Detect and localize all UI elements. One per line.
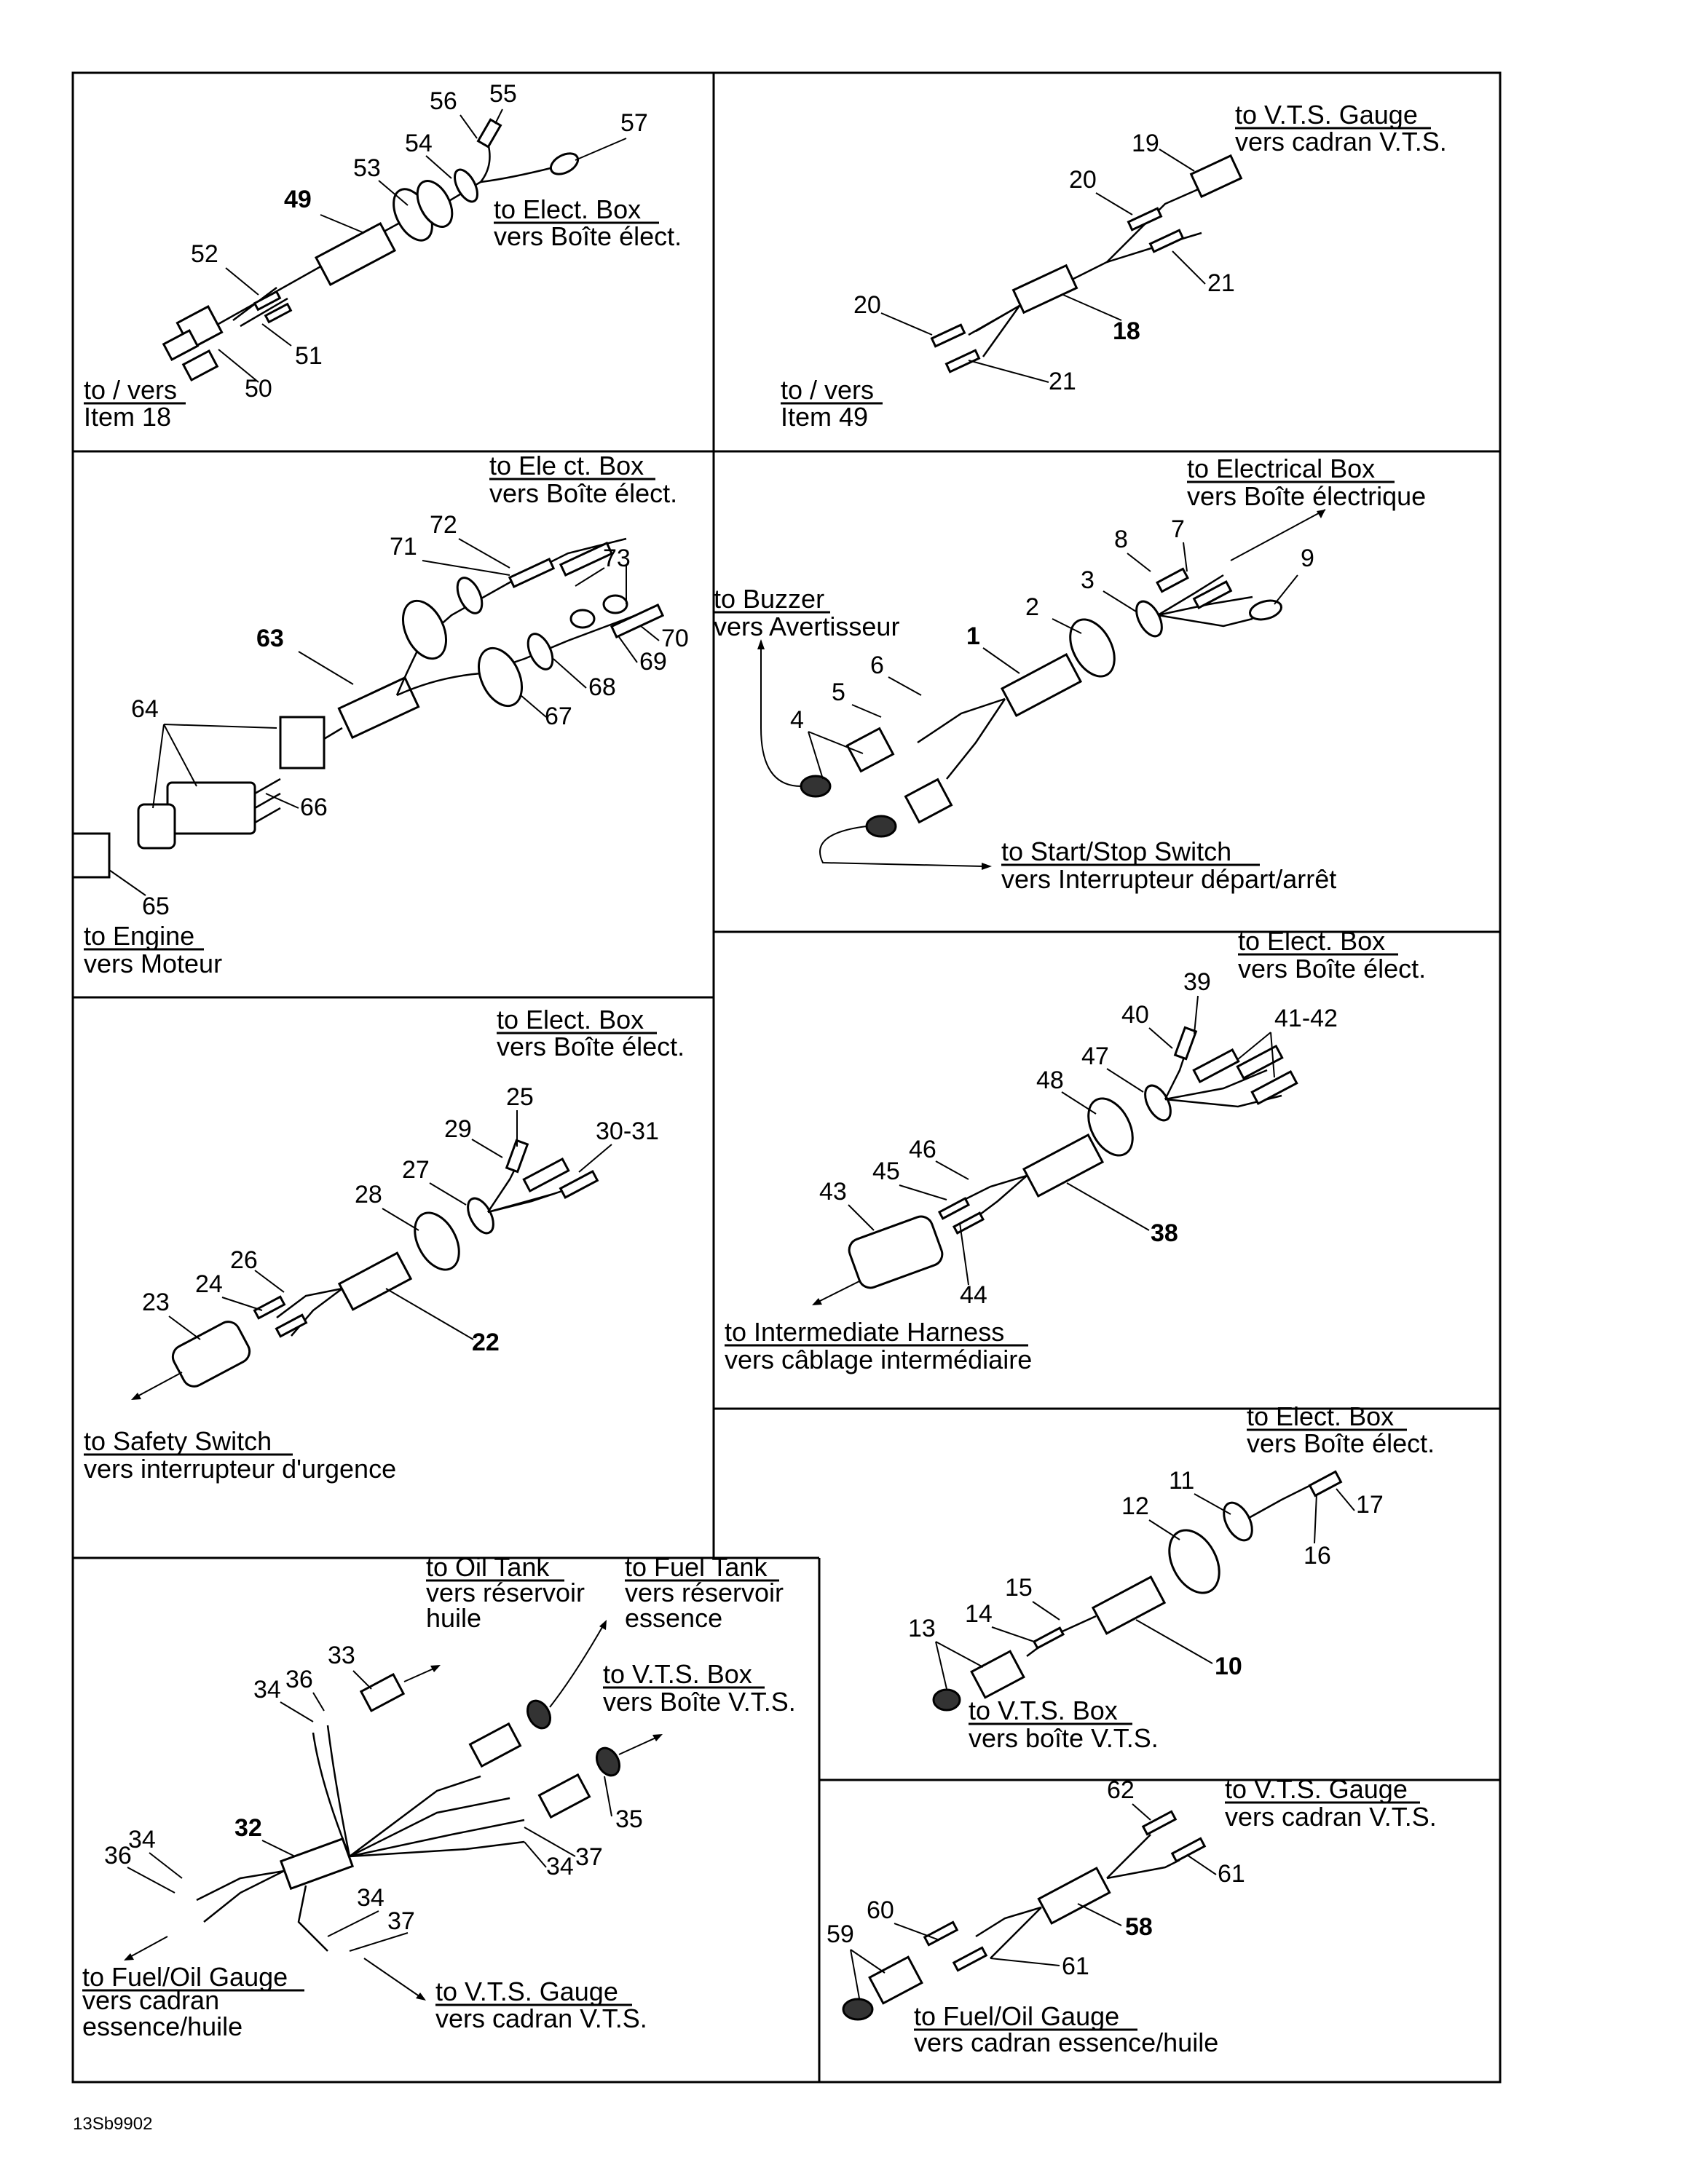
panel-item-63: [73, 451, 689, 978]
panel-item-22: [84, 1005, 685, 1484]
dest-en-18a: to V.T.S. Gauge: [1235, 100, 1418, 130]
dest-en-63b: to Engine: [84, 921, 195, 951]
dest-fr-18a: vers cadran V.T.S.: [1235, 127, 1447, 157]
callout-61: 61: [1218, 1860, 1245, 1888]
callout-21b: 21: [1049, 368, 1076, 395]
panel-item-32: [82, 1552, 796, 2041]
dest-fr-22b: vers interrupteur d'urgence: [84, 1454, 397, 1484]
dest-fr2-32d: essence/huile: [82, 2011, 243, 2041]
dest-en-1b: to Buzzer: [714, 584, 825, 614]
callout-40: 40: [1121, 1001, 1149, 1029]
dest-fr-32a: vers réservoir: [426, 1578, 585, 1607]
callout-5: 5: [832, 678, 845, 706]
dest-en-18b: to / vers: [781, 375, 875, 405]
dest-fr-58a: vers cadran V.T.S.: [1225, 1802, 1437, 1832]
callout-48: 48: [1036, 1067, 1064, 1094]
dest-en-22b: to Safety Switch: [84, 1426, 272, 1456]
panel-item-18: [781, 100, 1447, 432]
callout-66: 66: [300, 794, 328, 821]
callout-27: 27: [402, 1156, 430, 1184]
callout-58: 58: [1125, 1913, 1153, 1941]
panel-item-38: [725, 926, 1426, 1374]
labels-22: [84, 1005, 685, 1484]
callout-49: 49: [284, 186, 312, 213]
callout-47: 47: [1081, 1042, 1109, 1070]
dest-fr-32b: vers réservoir: [625, 1578, 784, 1607]
callout-2: 2: [1025, 593, 1039, 621]
callout-67: 67: [545, 703, 572, 730]
harness-drawing-63: [73, 539, 663, 877]
callout-29: 29: [444, 1115, 472, 1143]
callout-24: 24: [195, 1270, 223, 1298]
callout-18: 18: [1113, 317, 1140, 345]
callout-34c: 34: [128, 1826, 156, 1853]
callout-65: 65: [142, 893, 170, 920]
callout-numbers-18: [853, 130, 1235, 395]
callout-26: 26: [230, 1246, 258, 1274]
callout-4: 4: [790, 706, 804, 734]
harness-drawing-32: [124, 1620, 663, 2001]
callout-28: 28: [355, 1181, 382, 1208]
callout-34d: 34: [357, 1884, 384, 1912]
callout-63: 63: [256, 625, 284, 652]
callout-54: 54: [405, 130, 433, 157]
dest-fr-18b: Item 49: [781, 402, 869, 432]
callout-32: 32: [234, 1814, 262, 1842]
callout-71: 71: [390, 533, 417, 561]
dest-fr-38a: vers Boîte élect.: [1238, 954, 1427, 984]
panel-item-58: [827, 1774, 1437, 2057]
callout-64: 64: [131, 695, 159, 723]
callout-43: 43: [819, 1178, 847, 1206]
panel-item-49: [84, 80, 682, 432]
dest-fr-1b: vers Avertisseur: [714, 612, 900, 641]
dest-fr-49a: vers Boîte élect.: [494, 221, 682, 251]
dest-en-32e: to V.T.S. Gauge: [435, 1977, 618, 2006]
dest-fr-1a: vers Boîte électrique: [1187, 481, 1427, 511]
callout-39: 39: [1183, 968, 1211, 996]
callout-36b: 36: [104, 1842, 132, 1870]
callout-41-42: 41-42: [1274, 1005, 1338, 1032]
dest-en-22a: to Elect. Box: [497, 1005, 644, 1034]
callout-52: 52: [191, 240, 218, 268]
callout-9: 9: [1301, 545, 1314, 572]
dest-en-49a: to Elect. Box: [494, 194, 642, 224]
dest-fr2-32b: essence: [625, 1603, 723, 1633]
dest-fr-10a: vers Boîte élect.: [1247, 1428, 1435, 1458]
callout-25: 25: [506, 1083, 534, 1111]
callout-56: 56: [430, 87, 457, 115]
callout-68: 68: [588, 673, 616, 701]
callout-16: 16: [1304, 1542, 1331, 1570]
callout-17: 17: [1356, 1491, 1384, 1519]
callout-69: 69: [639, 648, 667, 676]
callout-12: 12: [1121, 1492, 1149, 1520]
callout-37b: 37: [387, 1907, 415, 1935]
callout-numbers-22: [142, 1083, 659, 1356]
dest-en-63a: to Ele ct. Box: [489, 451, 644, 480]
callout-35: 35: [615, 1805, 643, 1833]
callout-20: 20: [1069, 166, 1097, 194]
callout-20b: 20: [853, 291, 881, 319]
callout-8: 8: [1114, 526, 1128, 553]
callout-19: 19: [1132, 130, 1159, 157]
dest-en-10b: to V.T.S. Box: [969, 1696, 1118, 1725]
callout-3: 3: [1081, 566, 1095, 594]
callout-15: 15: [1005, 1574, 1033, 1602]
callout-37: 37: [575, 1843, 603, 1871]
dest-fr-58b: vers cadran essence/huile: [914, 2027, 1219, 2057]
dest-en-32a: to Oil Tank: [426, 1552, 550, 1582]
panel-item-10: [908, 1401, 1435, 1753]
dest-fr-32c: vers Boîte V.T.S.: [603, 1687, 796, 1717]
dest-fr-32d: vers cadran: [82, 1985, 220, 2015]
dest-en-1c: to Start/Stop Switch: [1001, 836, 1232, 866]
callout-73: 73: [603, 545, 631, 572]
callout-34b: 34: [546, 1853, 574, 1880]
callout-7: 7: [1171, 515, 1185, 543]
callout-36: 36: [285, 1666, 313, 1693]
callout-10: 10: [1215, 1653, 1242, 1680]
dest-fr-38b: vers câblage intermédiaire: [725, 1345, 1033, 1374]
callout-6: 6: [870, 652, 884, 679]
dest-en-38a: to Elect. Box: [1238, 926, 1386, 956]
callout-50: 50: [245, 375, 272, 403]
callout-53: 53: [353, 154, 381, 182]
callout-70: 70: [661, 625, 689, 652]
figure-reference: 13Sb9902: [73, 2114, 153, 2134]
callout-numbers-58: [827, 1776, 1245, 1998]
dest-en-49b: to / vers: [84, 375, 178, 405]
callout-45: 45: [872, 1158, 900, 1185]
dest-fr-1c: vers Interrupteur départ/arrêt: [1001, 864, 1337, 894]
callout-22: 22: [472, 1329, 500, 1356]
callout-33: 33: [328, 1642, 355, 1669]
callout-61b: 61: [1062, 1952, 1089, 1980]
dest-en-38b: to Intermediate Harness: [725, 1317, 1005, 1347]
dest-en-1a: to Electrical Box: [1187, 454, 1376, 483]
dest-fr-63b: vers Moteur: [84, 949, 223, 978]
panel-item-1: [714, 454, 1426, 894]
callout-55: 55: [489, 80, 517, 108]
dest-fr-63a: vers Boîte élect.: [489, 478, 678, 508]
callout-51: 51: [295, 342, 323, 370]
dest-fr-32e: vers cadran V.T.S.: [435, 2003, 647, 2033]
callout-21: 21: [1207, 269, 1235, 297]
callout-57: 57: [620, 109, 648, 137]
dest-en-32b: to Fuel Tank: [625, 1552, 768, 1582]
callout-72: 72: [430, 511, 457, 539]
callout-numbers-10: [908, 1467, 1384, 1689]
dest-fr-10b: vers boîte V.T.S.: [969, 1723, 1159, 1753]
dest-en-58a: to V.T.S. Gauge: [1225, 1774, 1408, 1804]
callout-59: 59: [827, 1920, 854, 1948]
dest-fr-22a: vers Boîte élect.: [497, 1032, 685, 1061]
callout-46: 46: [909, 1136, 936, 1163]
dest-en-32c: to V.T.S. Box: [603, 1659, 752, 1689]
callout-1: 1: [966, 622, 980, 650]
dest-en-32d: to Fuel/Oil Gauge: [82, 1962, 288, 1992]
dest-fr-49b: Item 18: [84, 402, 172, 432]
callout-62: 62: [1107, 1776, 1135, 1804]
labels-18: [781, 100, 1447, 432]
callout-14: 14: [965, 1600, 993, 1628]
dest-en-10a: to Elect. Box: [1247, 1401, 1395, 1431]
labels-32: [82, 1552, 796, 2041]
callout-11: 11: [1169, 1467, 1195, 1495]
callout-30-31: 30-31: [596, 1117, 659, 1145]
callout-13: 13: [908, 1615, 936, 1642]
callout-60: 60: [867, 1896, 894, 1924]
dest-fr2-32a: huile: [426, 1603, 482, 1633]
callout-38: 38: [1151, 1219, 1178, 1247]
callout-23: 23: [142, 1289, 170, 1316]
callout-44: 44: [960, 1281, 987, 1309]
dest-en-58b: to Fuel/Oil Gauge: [914, 2001, 1120, 2031]
callout-34: 34: [253, 1676, 281, 1704]
